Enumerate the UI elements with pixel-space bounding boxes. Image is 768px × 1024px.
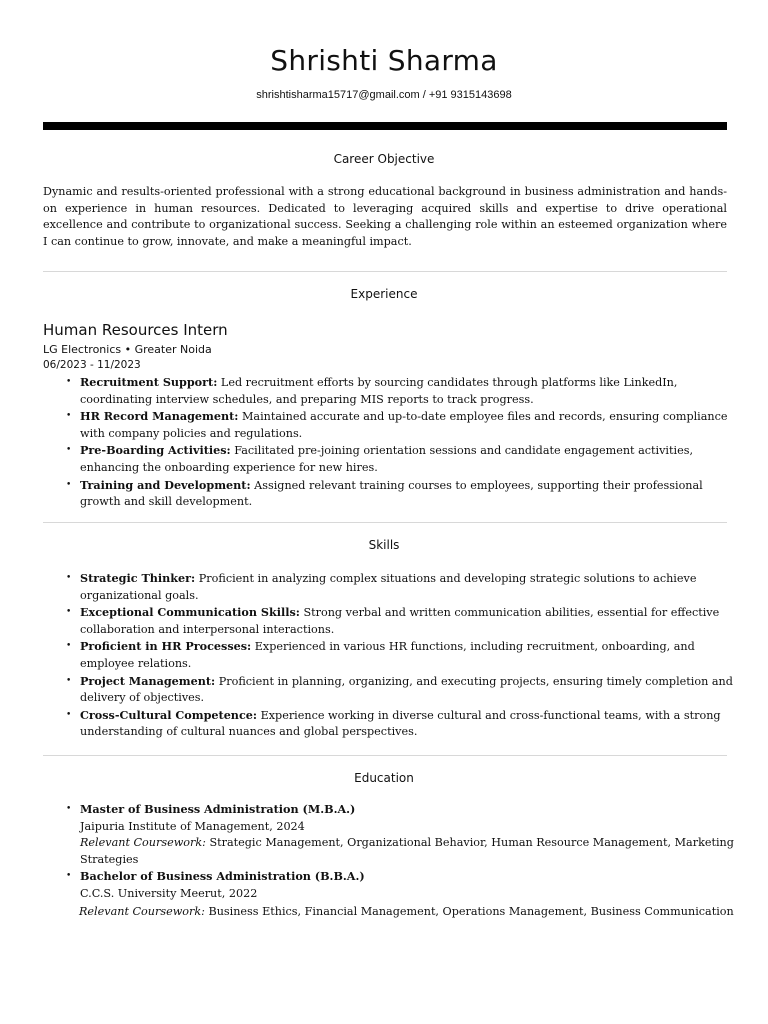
list-item: [66, 868, 734, 902]
item-text: organizational goals.: [80, 588, 199, 602]
item-label: HR Record Management:: [80, 409, 239, 424]
item-text: Assigned relevant training courses to employees, supporting their professional: [250, 478, 703, 492]
item-text: delivery of objectives.: [80, 691, 205, 705]
section-title-skills: Skills: [368, 538, 400, 552]
item-label: Strategic Thinker:: [80, 571, 196, 585]
coursework-text: Strategies: [80, 852, 139, 866]
degree-name: Master of Business Administration (M.B.A.): [80, 802, 356, 816]
job-dates: 06/2023 - 11/2023: [43, 359, 141, 371]
list-item: [66, 707, 733, 741]
item-label: Pre-Boarding Activities:: [80, 443, 231, 458]
candidate-name: Shrishti Sharma: [270, 44, 498, 77]
coursework-text: Strategic Management, Organizational Behavior, Human Resource Management, Marketing: [205, 836, 734, 850]
education-list: [66, 801, 734, 903]
item-text: Proficient in planning, organizing, and executing projects, ensuring timely completion and: [215, 674, 733, 688]
list-item: [66, 408, 728, 442]
skills-list: [66, 570, 733, 741]
section-title-objective: Career Objective: [333, 152, 435, 166]
coursework-label: Relevant Coursework:: [80, 836, 206, 850]
item-text: growth and skill development.: [80, 495, 253, 509]
coursework-label: Relevant Coursework:: [79, 905, 205, 918]
school-name: Jaipuria Institute of Management, 2024: [80, 819, 305, 833]
list-item: [66, 477, 728, 511]
item-text: Proficient in analyzing complex situations and developing strategic solutions to achieve: [195, 572, 697, 585]
item-label: Project Management:: [80, 673, 216, 688]
item-label: Cross-Cultural Competence:: [80, 707, 258, 722]
item-text: Experience working in diverse cultural and cross-functional teams, with a strong: [257, 708, 721, 722]
section-title-education: Education: [354, 771, 414, 785]
section-divider: [43, 522, 727, 523]
item-text: Led recruitment efforts by sourcing candidates through platforms like LinkedIn,: [217, 376, 678, 389]
job-title: Human Resources Intern: [43, 321, 228, 339]
item-label: Training and Development:: [80, 477, 251, 492]
item-text: collaboration and interpersonal interactions.: [80, 622, 335, 636]
item-text: employee relations.: [80, 656, 192, 670]
degree-name: Bachelor of Business Administration (B.B.A.): [80, 869, 365, 884]
list-item: [66, 604, 733, 638]
item-text: Strong verbal and written communication abilities, essential for effective: [299, 606, 720, 620]
header-rule: [43, 122, 727, 130]
item-text: coordinating interview schedules, and preparing MIS reports to track progress.: [80, 392, 534, 406]
coursework-text: Business Ethics, Financial Management, Operations Management, Business Communication: [204, 905, 734, 918]
school-name: C.C.S. University Meerut, 2022: [80, 886, 258, 900]
item-text: enhancing the onboarding experience for new hires.: [80, 460, 378, 474]
list-item: [66, 638, 733, 672]
item-text: Facilitated pre-joining orientation sessions and candidate engagement activities,: [230, 444, 694, 458]
objective-text: Dynamic and results-oriented professional with a strong educational background in business administration and hands-on experience in human resources. Dedicated to leveraging acquired skills and expertise to drive operational excellence and contribute to organizational success. Seeking a challenging role within an esteemed organization where I can continue to grow, innovate, and make a meaningful impact.: [43, 185, 727, 248]
list-item: [66, 801, 734, 868]
item-text: Maintained accurate and up-to-date employee files and records, ensuring compliance: [238, 410, 728, 424]
item-label: Exceptional Communication Skills:: [80, 605, 300, 620]
list-item: [66, 570, 733, 604]
section-divider: [43, 271, 727, 272]
section-title-experience: Experience: [350, 287, 418, 301]
contact-info: shrishtisharma15717@gmail.com / +91 9315143698: [256, 89, 512, 101]
item-label: Proficient in HR Processes:: [80, 639, 252, 654]
list-item: [66, 442, 728, 476]
section-divider: [43, 755, 727, 756]
item-text: Experienced in various HR functions, including recruitment, onboarding, and: [251, 640, 695, 654]
item-text: with company policies and regulations.: [80, 426, 303, 440]
item-label: Recruitment Support:: [80, 375, 218, 389]
item-text: understanding of cultural nuances and global perspectives.: [80, 725, 418, 739]
coursework-line: [79, 904, 734, 921]
job-company: LG Electronics • Greater Noida: [43, 343, 212, 356]
list-item: [66, 673, 733, 707]
list-item: [66, 374, 728, 408]
experience-list: [66, 374, 728, 511]
